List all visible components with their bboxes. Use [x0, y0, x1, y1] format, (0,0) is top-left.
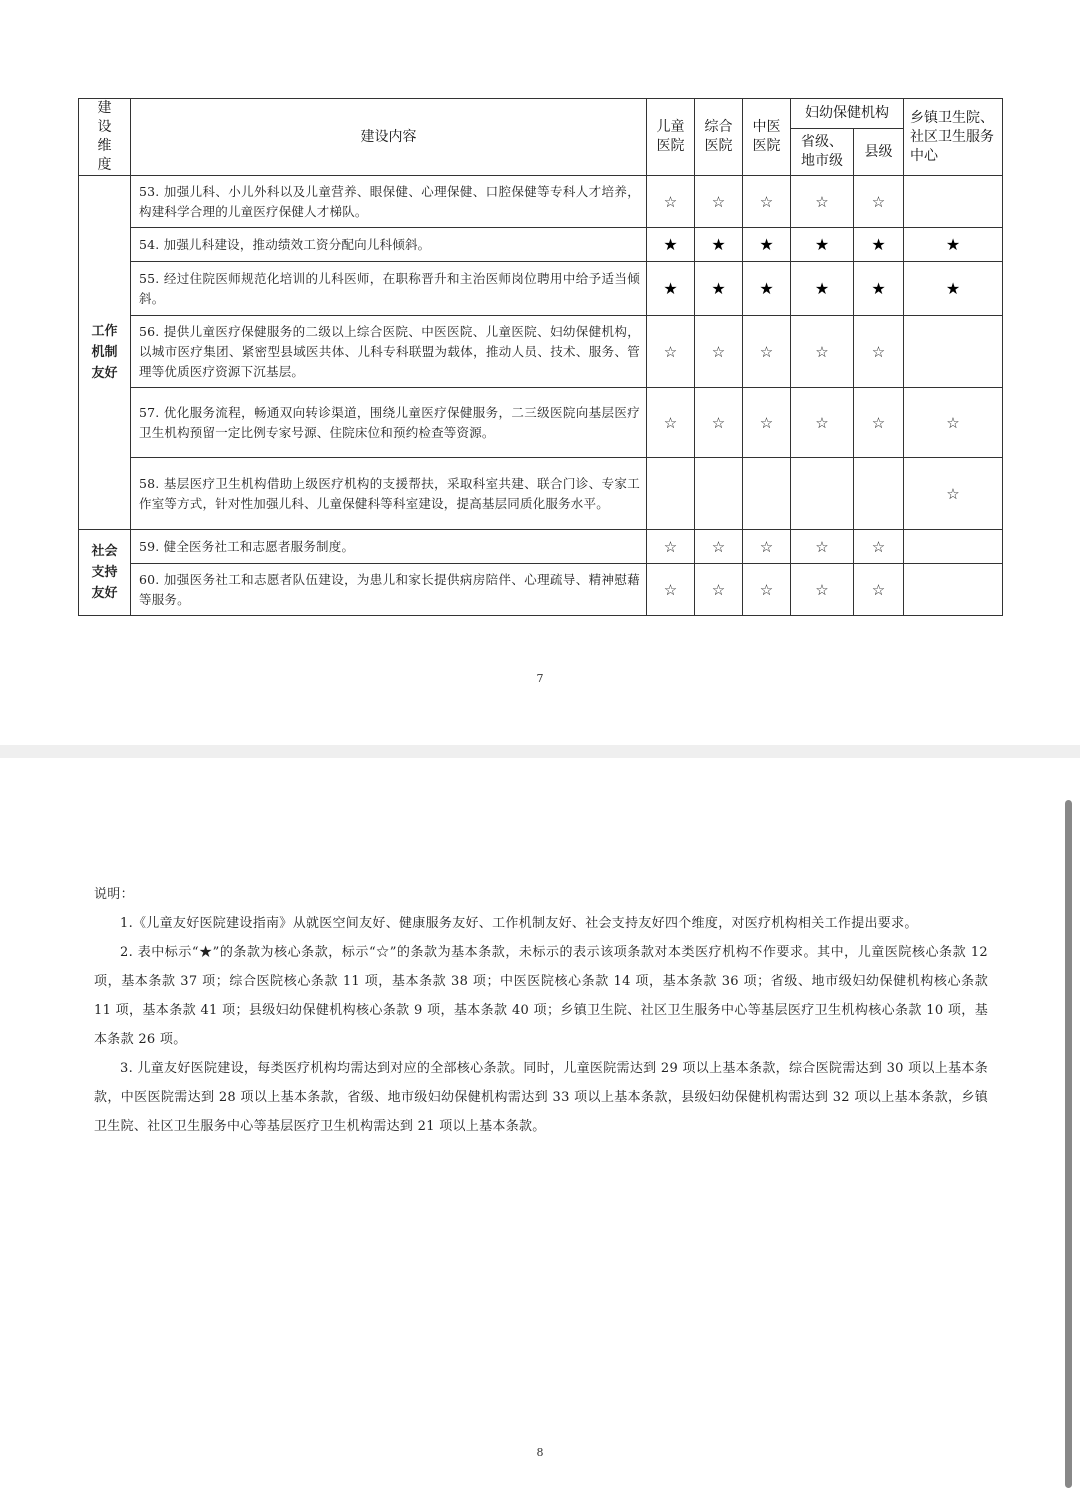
table-row	[79, 388, 1003, 458]
core-star-icon: ★	[854, 262, 904, 316]
clause-text: 55. 经过住院医师规范化培训的儿科医师，在职称晋升和主治医师岗位聘用中给予适当倾斜。	[131, 262, 647, 316]
basic-star-icon: ☆	[647, 564, 695, 616]
basic-star-icon: ☆	[854, 530, 904, 564]
table-row	[79, 316, 1003, 388]
hospital-criteria-table	[78, 98, 1003, 616]
clause-text: 59. 健全医务社工和志愿者服务制度。	[131, 530, 647, 564]
basic-star-icon: ☆	[743, 564, 791, 616]
header-tcm-hospital: 中医医院	[743, 99, 791, 176]
header-children-hospital: 儿童医院	[647, 99, 695, 176]
basic-star-icon: ☆	[904, 388, 1003, 458]
basic-star-icon: ☆	[743, 316, 791, 388]
note-item-3: 3. 儿童友好医院建设，每类医疗机构均需达到对应的全部核心条款。同时，儿童医院需达到 29 项以上基本条款，综合医院需达到 30 项以上基本条款，中医医院需达到 28 项以上基本条款，省级、地市级妇幼保健机构需达到 33 项以上基本条款，县级妇幼保健机构需达到 32 项以上基本条款，乡镇卫生院、社区卫生服务中心等基层医疗卫生机构需达到 21 项以上基本条款。	[94, 1061, 988, 1134]
basic-star-icon: ☆	[695, 388, 743, 458]
basic-star-icon: ☆	[854, 388, 904, 458]
core-star-icon: ★	[854, 228, 904, 262]
clause-text: 57. 优化服务流程，畅通双向转诊渠道，围绕儿童医疗保健服务，二三级医院向基层医疗卫生机构预留一定比例专家号源、住院床位和预约检查等资源。	[131, 388, 647, 458]
core-star-icon: ★	[695, 262, 743, 316]
dimension-label: 工作	[91, 324, 118, 339]
basic-star-icon: ☆	[647, 388, 695, 458]
basic-star-icon: ☆	[695, 530, 743, 564]
core-star-icon: ★	[647, 228, 695, 262]
empty-mark-cell	[854, 458, 904, 530]
core-star-icon: ★	[791, 228, 854, 262]
page-number: 8	[536, 1446, 544, 1459]
notes-section	[94, 880, 988, 1141]
empty-mark-cell	[647, 458, 695, 530]
core-star-icon: ★	[743, 228, 791, 262]
dimension-label: 友好	[91, 366, 118, 381]
basic-star-icon: ☆	[904, 458, 1003, 530]
dimension-label: 友好	[91, 586, 118, 601]
dimension-cell	[79, 176, 131, 530]
basic-star-icon: ☆	[791, 316, 854, 388]
basic-star-icon: ☆	[695, 176, 743, 228]
header-general-hospital: 综合医院	[695, 99, 743, 176]
note-item-1: 1.《儿童友好医院建设指南》从就医空间友好、健康服务友好、工作机制友好、社会支持友好四个维度，对医疗机构相关工作提出要求。	[120, 916, 918, 931]
table-row	[79, 564, 1003, 616]
core-star-icon: ★	[647, 262, 695, 316]
empty-mark-cell	[695, 458, 743, 530]
basic-star-icon: ☆	[791, 564, 854, 616]
clause-text: 56. 提供儿童医疗保健服务的二级以上综合医院、中医医院、儿童医院、妇幼保健机构，以城市医疗集团、紧密型县域医共体、儿科专科联盟为载体，推动人员、技术、服务、管理等优质医疗资源下沉基层。	[131, 316, 647, 388]
dimension-label: 社会	[91, 544, 118, 559]
header-mch-provincial: 省级、地市级	[791, 129, 854, 176]
basic-star-icon: ☆	[854, 176, 904, 228]
basic-star-icon: ☆	[854, 316, 904, 388]
dimension-label: 支持	[91, 565, 118, 580]
header-primary-care: 乡镇卫生院、社区卫生服务中心	[904, 99, 1003, 176]
empty-mark-cell	[904, 564, 1003, 616]
clause-text: 58. 基层医疗卫生机构借助上级医疗机构的支援帮扶，采取科室共建、联合门诊、专家工作室等方式，针对性加强儿科、儿童保健科等科室建设，提高基层同质化服务水平。	[131, 458, 647, 530]
basic-star-icon: ☆	[791, 530, 854, 564]
header-content: 建设内容	[131, 99, 647, 176]
table-row	[79, 458, 1003, 530]
core-star-icon: ★	[904, 262, 1003, 316]
basic-star-icon: ☆	[647, 176, 695, 228]
basic-star-icon: ☆	[695, 316, 743, 388]
notes-heading: 说明：	[94, 887, 134, 902]
core-star-icon: ★	[695, 228, 743, 262]
basic-star-icon: ☆	[791, 176, 854, 228]
header-dimension: 建设维度	[79, 99, 131, 176]
basic-star-icon: ☆	[743, 530, 791, 564]
empty-mark-cell	[743, 458, 791, 530]
note-item-2: 2. 表中标示“★”的条款为核心条款，标示“☆”的条款为基本条款，未标示的表示该项条款对本类医疗机构不作要求。其中，儿童医院核心条款 12 项，基本条款 37 项；综合医院核心条款 11 项，基本条款 38 项；中医医院核心条款 14 项，基本条款 36 项；省级、地市级妇幼保健机构核心条款 11 项，基本条款 41 项；县级妇幼保健机构核心条款 9 项，基本条款 40 项；乡镇卫生院、社区卫生服务中心等基层医疗卫生机构核心条款 10 项，基本条款 26 项。	[94, 945, 988, 1047]
table-row	[79, 262, 1003, 316]
clause-text: 54. 加强儿科建设，推动绩效工资分配向儿科倾斜。	[131, 228, 647, 262]
empty-mark-cell	[904, 316, 1003, 388]
empty-mark-cell	[791, 458, 854, 530]
empty-mark-cell	[904, 176, 1003, 228]
core-star-icon: ★	[791, 262, 854, 316]
dimension-label: 机制	[91, 345, 118, 360]
table-row	[79, 228, 1003, 262]
page-gap	[0, 745, 1080, 758]
scrollbar[interactable]	[1065, 800, 1072, 1488]
core-star-icon: ★	[904, 228, 1003, 262]
header-mch-county: 县级	[854, 129, 904, 176]
empty-mark-cell	[904, 530, 1003, 564]
basic-star-icon: ☆	[743, 388, 791, 458]
header-mch-group: 妇幼保健机构	[791, 99, 904, 129]
clause-text: 53. 加强儿科、小儿外科以及儿童营养、眼保健、心理保健、口腔保健等专科人才培养，构建科学合理的儿童医疗保健人才梯队。	[131, 176, 647, 228]
basic-star-icon: ☆	[743, 176, 791, 228]
clause-text: 60. 加强医务社工和志愿者队伍建设，为患儿和家长提供病房陪伴、心理疏导、精神慰藉等服务。	[131, 564, 647, 616]
basic-star-icon: ☆	[695, 564, 743, 616]
table-row	[79, 176, 1003, 228]
dimension-cell	[79, 530, 131, 616]
page-number: 7	[536, 672, 544, 685]
basic-star-icon: ☆	[647, 530, 695, 564]
basic-star-icon: ☆	[791, 388, 854, 458]
basic-star-icon: ☆	[854, 564, 904, 616]
table-row	[79, 530, 1003, 564]
core-star-icon: ★	[743, 262, 791, 316]
basic-star-icon: ☆	[647, 316, 695, 388]
